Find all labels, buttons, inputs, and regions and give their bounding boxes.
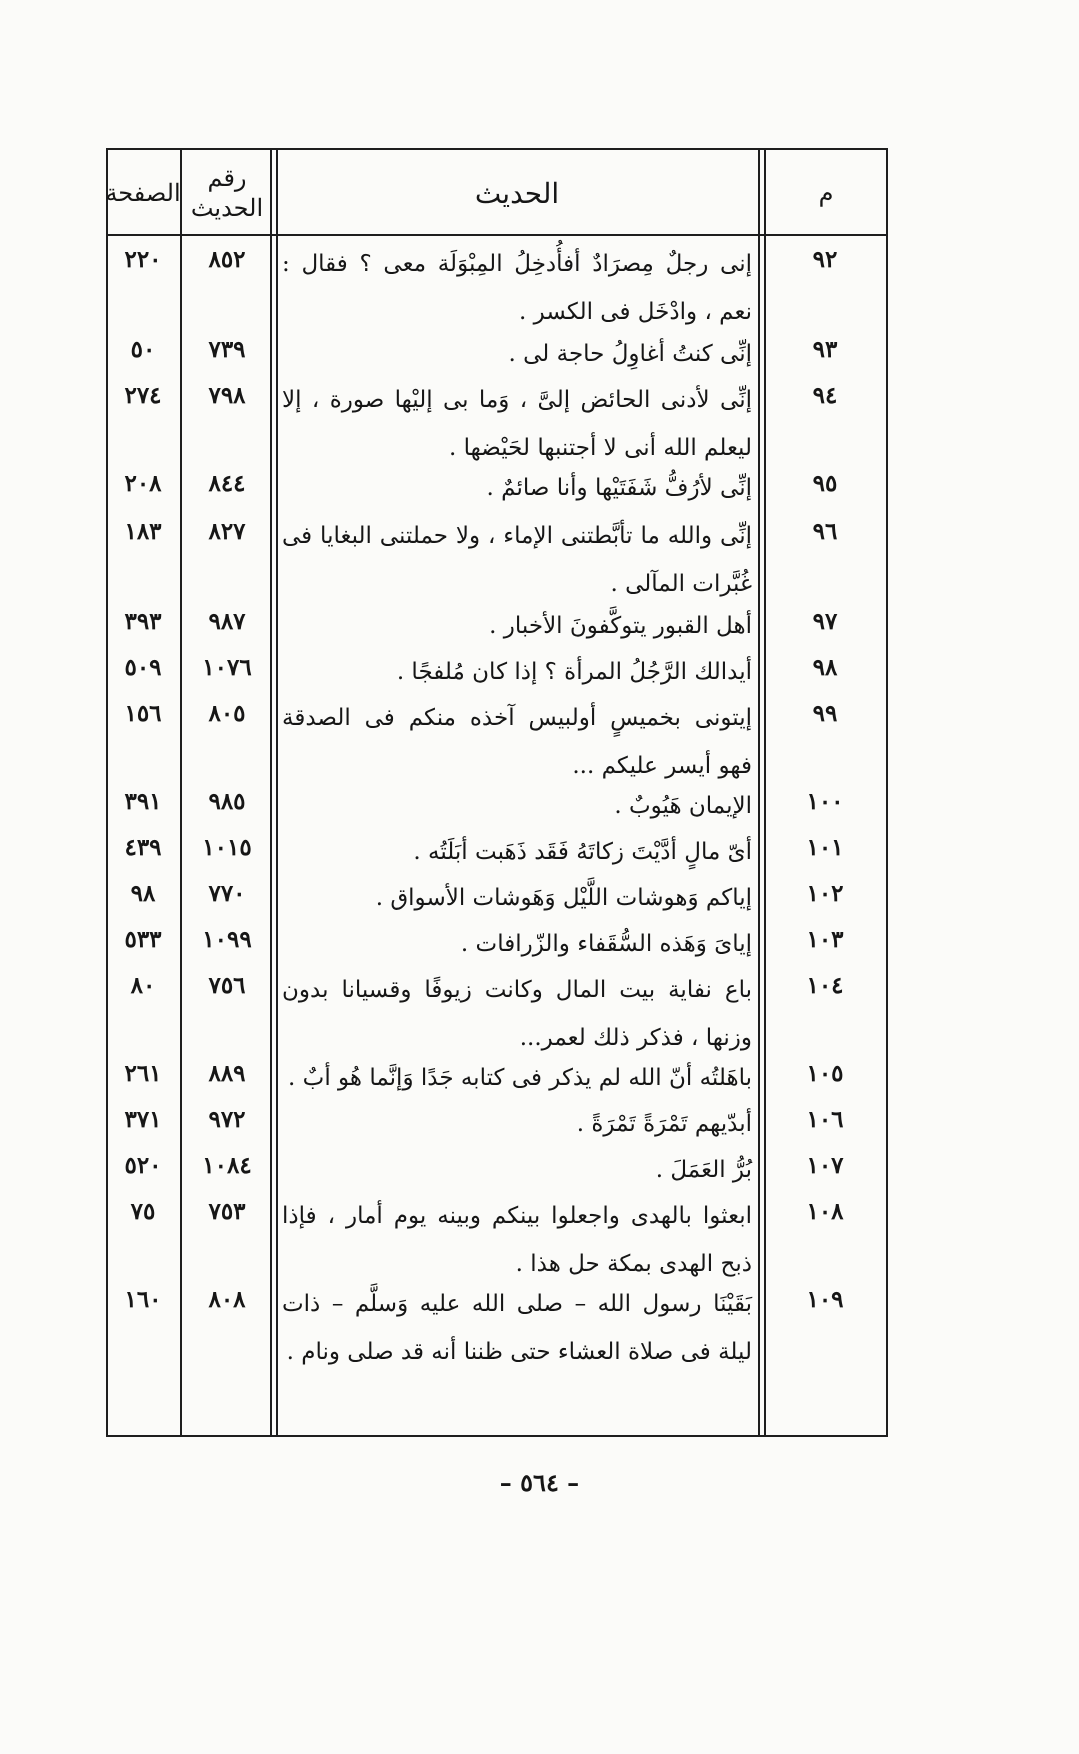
hadith-number-cell: ٩٨٧ — [208, 608, 246, 635]
hadith-text-cell: إنِّى لأدنى الحائض إلىَّ ، وَما بى إليْها صورة ، إلا ليعلم الله أنى لا أجتنبها لحَيْضها . — [282, 387, 752, 461]
page-cell: ٤٣٩ — [124, 834, 162, 861]
table-row — [106, 648, 888, 696]
table-row — [106, 966, 888, 1062]
page-cell: ٣٩٣ — [124, 608, 162, 635]
table-row — [106, 782, 888, 830]
hadith-text-cell: باع نفاية بيت المال وكانت زيوفًا وقسيانا بدون وزنها ، فذكر ذلك لعمر... — [282, 977, 752, 1051]
hadith-number-cell: ١٠١٥ — [202, 834, 252, 861]
hadith-number-cell: ٨٤٤ — [208, 470, 246, 497]
hadith-text-cell: أهل القبور يتوكَّفونَ الأخبار . — [489, 613, 752, 639]
index-cell: ١٠١ — [806, 834, 844, 861]
hadith-number-cell: ٧٧٠ — [208, 880, 246, 907]
hadith-number-cell: ٩٧٢ — [208, 1106, 246, 1133]
hadith-text-cell: بَقَيْنَا رسول الله – صلى الله عليه وَسلَّم – ذات ليلة فى صلاة العشاء حتى ظننا أنه قد صلى ونام . — [282, 1291, 752, 1365]
hadith-number-cell: ٨٠٥ — [208, 700, 246, 727]
table-row — [106, 464, 888, 512]
table-row — [106, 1054, 888, 1102]
hadith-text-cell: إنِّى لأرُفُّ شَفَتَيْها وأنا صائمٌ . — [486, 475, 752, 501]
index-cell: ٩٥ — [812, 470, 838, 497]
hadith-text-cell: إياىَ وَهَذه السُّقَفاء والزّرافات . — [460, 931, 752, 957]
table-row — [106, 874, 888, 922]
hadith-text-cell: أىّ مالٍ أدَّيْتَ زكاتَهُ فَقَد ذَهَبت أبَلَتُه . — [413, 839, 752, 865]
page-cell: ٩٨ — [130, 880, 156, 907]
index-cell: ٩٣ — [812, 336, 838, 363]
page-cell: ١٨٣ — [124, 518, 162, 545]
hadith-text-cell: أيدالك الرَّجُلُ المرأة ؟ إذا كان مُلفجًا . — [396, 659, 752, 685]
page-cell: ٥٢٠ — [124, 1152, 162, 1179]
header-index: م — [818, 179, 834, 207]
table-row — [106, 376, 888, 472]
page-cell: ٨٠ — [130, 972, 156, 999]
index-cell: ٩٧ — [812, 608, 838, 635]
page-cell: ٢٧٤ — [124, 382, 162, 409]
index-cell: ١٠٦ — [806, 1106, 844, 1133]
hadith-text-cell: إنِّى كنتُ أغاوِلُ حاجة لى . — [508, 341, 752, 367]
header-hadith: الحديث — [474, 176, 560, 210]
table-row — [106, 1146, 888, 1194]
header-page: الصفحة — [105, 179, 181, 207]
table-row — [106, 920, 888, 968]
hadith-text-cell: ابعثوا بالهدى واجعلوا بينكم وبينه يوم أمار ، فإذا ذبح الهدى بمكة حل هذا . — [282, 1203, 752, 1277]
hadith-number-cell: ١٠٨٤ — [202, 1152, 252, 1179]
index-cell: ١٠٢ — [806, 880, 844, 907]
hadith-text-cell: إنِّى والله ما تأبَّطتنى الإماء ، ولا حملتنى البغايا فى غُبَّرات المآلى . — [282, 523, 752, 597]
hadith-index-table — [106, 148, 888, 1437]
index-cell: ٩٨ — [812, 654, 838, 681]
page-cell: ٥٠ — [130, 336, 156, 363]
hadith-text-cell: إنى رجلٌ مِصرَادٌ أفأُدخِلُ المِبْوَلَة معى ؟ فقال : نعم ، وادْخَل فى الكسر . — [282, 251, 752, 325]
hadith-text-cell: إياكم وَهوشات اللَّيْل وَهَوشات الأسواق . — [375, 885, 752, 911]
hadith-text-cell: الإيمان هَيُوبٌ . — [614, 793, 752, 819]
index-cell: ١٠٣ — [806, 926, 844, 953]
page-cell: ٣٩١ — [124, 788, 162, 815]
table-row — [106, 330, 888, 378]
table-row — [106, 240, 888, 336]
hadith-number-cell: ١٠٧٦ — [202, 654, 252, 681]
page-cell: ٧٥ — [130, 1198, 156, 1225]
hadith-number-cell: ٧٣٩ — [208, 336, 246, 363]
page-number: – ٥٦٤ – — [499, 1468, 580, 1497]
hadith-text-cell: أبدّيهم تَمْرَةً تَمْرَةً . — [576, 1111, 752, 1137]
table-row — [106, 828, 888, 876]
hadith-number-cell: ٧٥٦ — [208, 972, 246, 999]
table-row — [106, 1192, 888, 1288]
index-cell: ٩٦ — [812, 518, 838, 545]
table-row — [106, 1280, 888, 1376]
page-cell: ٢٢٠ — [124, 246, 162, 273]
table-row — [106, 694, 888, 790]
hadith-number-cell: ١٠٩٩ — [202, 926, 252, 953]
hadith-number-cell: ٨٥٢ — [208, 246, 246, 273]
hadith-text-cell: باهَلتُه أنّ الله لم يذكر فى كتابه جَدًا وَإنَّما هُو أبٌ . — [288, 1065, 752, 1091]
table-row — [106, 1100, 888, 1148]
index-cell: ٩٤ — [812, 382, 838, 409]
page-cell: ٥٠٩ — [124, 654, 162, 681]
index-cell: ٩٢ — [812, 246, 838, 273]
hadith-number-cell: ٨٨٩ — [208, 1060, 246, 1087]
table-row — [106, 512, 888, 608]
hadith-number-cell: ٧٥٣ — [208, 1198, 246, 1225]
hadith-text-cell: بُرُّ العَمَلَ . — [655, 1157, 752, 1183]
hadith-number-cell: ٩٨٥ — [208, 788, 246, 815]
page-cell: ٢٦١ — [124, 1060, 162, 1087]
page-cell: ١٦٠ — [124, 1286, 162, 1313]
hadith-number-cell: ٨٠٨ — [208, 1286, 246, 1313]
hadith-number-cell: ٧٩٨ — [208, 382, 246, 409]
index-cell: ١٠٧ — [806, 1152, 844, 1179]
hadith-number-cell: ٨٢٧ — [208, 518, 246, 545]
page-cell: ١٥٦ — [124, 700, 162, 727]
page-cell: ٣٧١ — [124, 1106, 162, 1133]
index-cell: ١٠٩ — [806, 1286, 844, 1313]
index-cell: ١٠٥ — [806, 1060, 844, 1087]
table-row — [106, 602, 888, 650]
index-cell: ١٠٤ — [806, 972, 844, 999]
header-number: رقم الحديث — [190, 164, 264, 222]
hadith-text-cell: إيتونى بخميسٍ أولبيس آخذه منكم فى الصدقة فهو أيسر عليكم ... — [282, 705, 752, 779]
index-cell: ٩٩ — [812, 700, 838, 727]
index-cell: ١٠٨ — [806, 1198, 844, 1225]
page-cell: ٢٠٨ — [124, 470, 162, 497]
index-cell: ١٠٠ — [806, 788, 844, 815]
page-cell: ٥٣٣ — [124, 926, 162, 953]
